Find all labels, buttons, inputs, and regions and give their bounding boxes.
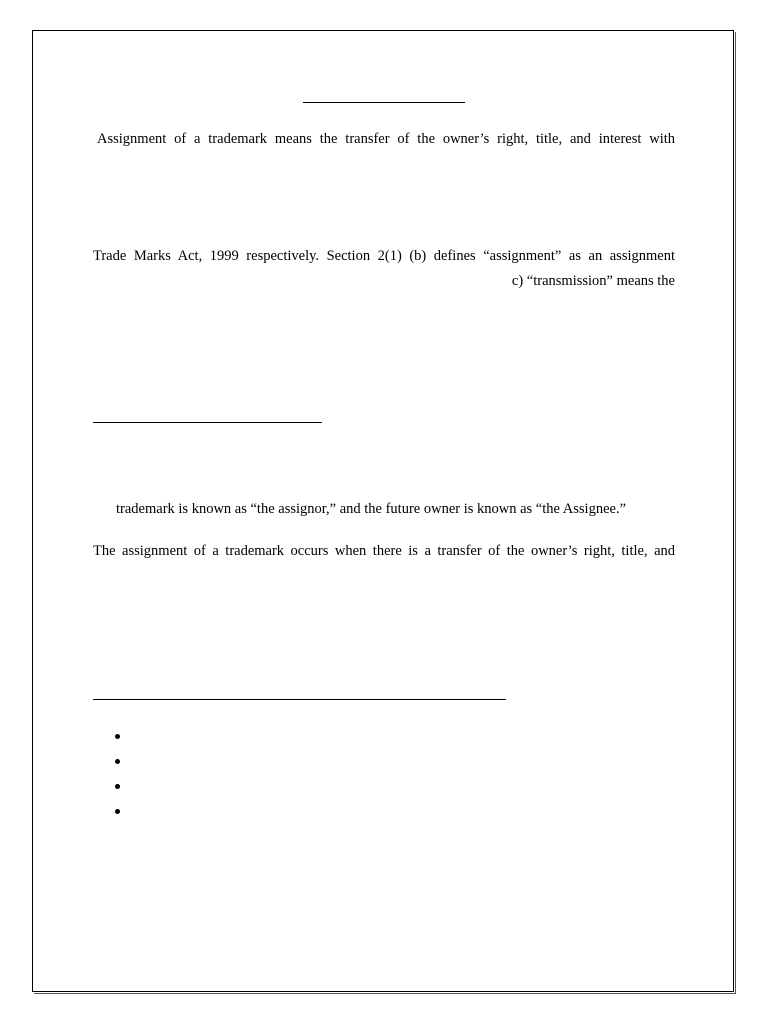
paragraph-assignment-occurs: The assignment of a trademark occurs when there is a transfer of the owner’s right, title, and xyxy=(93,543,675,559)
bullet-icon xyxy=(115,809,120,814)
paragraph-trade-marks-act: Trade Marks Act, 1999 respectively. Section 2(1) (b) defines “assignment” as an assignment xyxy=(93,248,675,264)
list-item xyxy=(108,726,128,751)
section-heading-underline-2 xyxy=(93,699,506,700)
list-item xyxy=(108,751,128,776)
bullet-list xyxy=(108,726,128,826)
list-item xyxy=(108,776,128,801)
bullet-icon xyxy=(115,734,120,739)
bullet-icon xyxy=(115,759,120,764)
paragraph-assignment-definition: Assignment of a trademark means the transfer of the owner’s right, title, and interest with xyxy=(97,131,675,147)
section-heading-underline-1 xyxy=(93,422,322,423)
list-item xyxy=(108,801,128,826)
paragraph-transmission-fragment: c) “transmission” means the xyxy=(511,273,675,289)
paragraph-assignor-assignee: trademark is known as “the assignor,” and the future owner is known as “the Assignee.” xyxy=(116,501,626,517)
bullet-icon xyxy=(115,784,120,789)
title-underline xyxy=(303,102,465,103)
